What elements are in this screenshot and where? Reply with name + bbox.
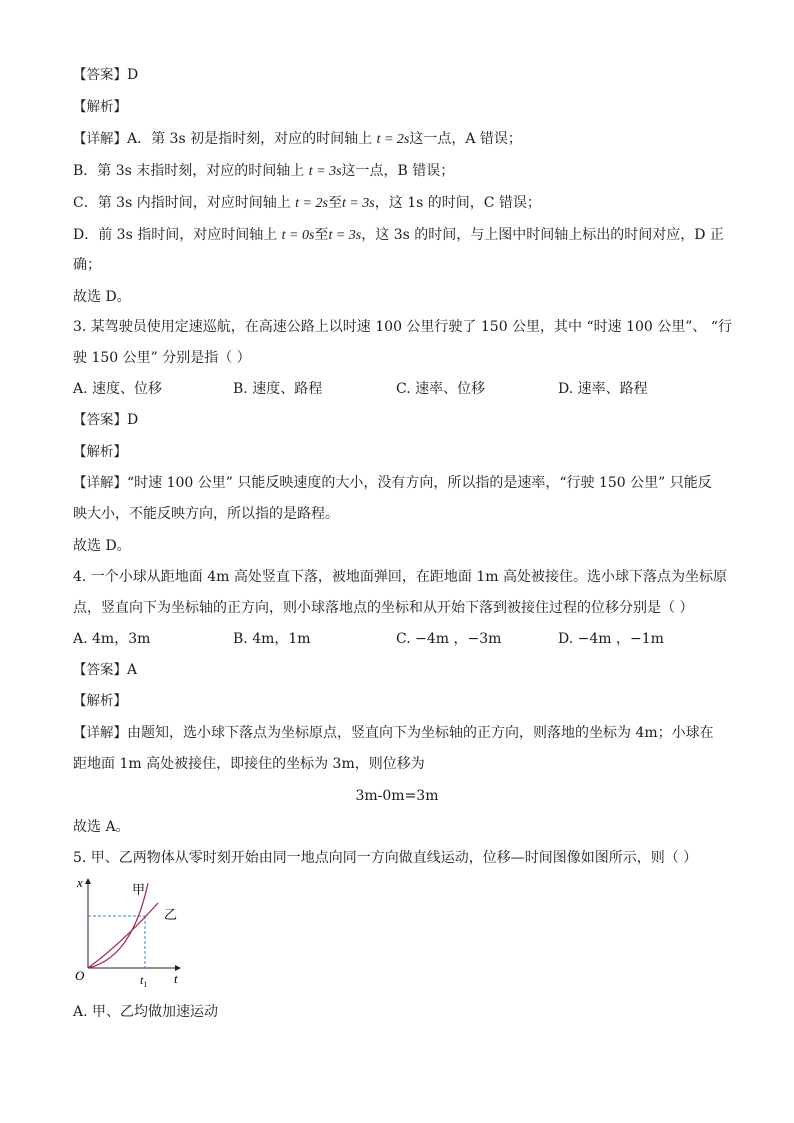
detail-line-b xyxy=(73,162,454,181)
answer-value: D xyxy=(127,412,139,428)
math-expression: t = 2s xyxy=(376,132,410,147)
answer-value: D xyxy=(127,67,139,83)
t1-label xyxy=(140,973,147,989)
detail-text: A．第 3s 初是指时刻，对应的时间轴上 xyxy=(127,131,373,147)
option-4d: D. −4m ，−1m xyxy=(558,631,664,647)
detail-text: ，这 1s 的时间，C 错误； xyxy=(374,195,541,211)
question-3-stem: 3. 某驾驶员使用定速巡航，在高速公路上以时速 100 公里行驶了 150 公里，其中 “时速 100 公里”、 “行 xyxy=(73,319,733,335)
option-3d: D. 速率、路程 xyxy=(558,381,648,397)
option-3c: C. 速率、位移 xyxy=(396,381,486,397)
analysis-tag: 【解析】 xyxy=(73,444,127,460)
detail-line-d-cont: 确； xyxy=(73,257,101,273)
detail-line-q3 xyxy=(73,474,712,492)
option-3a: A. 速度、位移 xyxy=(73,381,163,397)
question-4-stem: 4. 一个小球从距地面 4m 高处竖直下落，被地面弹回，在距地面 1m 高处被接住。选小球下落点为坐标原 xyxy=(73,569,727,585)
conclusion-q4: 故选 A。 xyxy=(73,819,130,835)
option-4b: B. 4m，1m xyxy=(233,631,311,647)
y-axis-label: x xyxy=(77,875,83,890)
detail-text: 由题知，选小球下落点为坐标原点，竖直向下为坐标轴的正方向，则落地的坐标为 4m；小球在 xyxy=(127,725,714,741)
detail-tag: 【详解】 xyxy=(73,131,127,147)
question-4-stem-cont: 点，竖直向下为坐标轴的正方向，则小球落地点的坐标和从开始下落到被接住过程的位移分别是（ ） xyxy=(73,600,694,616)
math-expression: t = 3s xyxy=(308,164,342,179)
detail-tag: 【详解】 xyxy=(73,725,127,741)
detail-text: D．前 3s 指时间，对应时间轴上 xyxy=(73,227,278,243)
question-3-stem-cont: 驶 150 公里” 分别是指（ ） xyxy=(73,350,251,366)
analysis-tag: 【解析】 xyxy=(73,99,127,115)
detail-text: 至 xyxy=(327,195,342,211)
conclusion-q2: 故选 D。 xyxy=(73,289,131,305)
answer-tag: 【答案】 xyxy=(73,67,127,83)
y-axis-arrow-icon xyxy=(85,878,91,884)
detail-tag: 【详解】 xyxy=(73,475,127,491)
detail-line-c xyxy=(73,194,541,213)
curve-jia-label: 甲 xyxy=(132,882,146,897)
detail-line-d xyxy=(73,226,724,245)
detail-line-a xyxy=(73,130,522,149)
detail-line-q4 xyxy=(73,724,714,742)
option-4a: A. 4m，3m xyxy=(73,631,151,647)
option-3b: B. 速度、路程 xyxy=(233,381,323,397)
t1-subscript: 1 xyxy=(143,980,148,989)
curve-yi xyxy=(88,903,158,968)
x-axis-label: t xyxy=(174,971,178,986)
detail-text: 至 xyxy=(314,227,329,243)
detail-line-q3-cont: 映大小，不能反映方向，所以指的是路程。 xyxy=(73,506,339,522)
displacement-time-graph xyxy=(72,873,202,993)
math-expression: t = 3s xyxy=(328,228,362,243)
detail-text: “时速 100 公里” 只能反映速度的大小，没有方向，所以指的是速率，“行驶 150 公里” 只能反 xyxy=(127,475,712,491)
detail-text: C．第 3s 内指时间，对应时间轴上 xyxy=(73,195,291,211)
option-4c: C. −4m ，−3m xyxy=(396,631,502,647)
answer-line-q3 xyxy=(73,411,138,429)
curve-yi-label: 乙 xyxy=(164,907,178,922)
answer-tag: 【答案】 xyxy=(73,662,127,678)
t1-main: t xyxy=(140,973,144,987)
math-expression: t = 0s xyxy=(281,228,315,243)
math-expression: t = 2s xyxy=(295,196,328,211)
math-expression: t = 3s xyxy=(341,196,375,211)
answer-tag: 【答案】 xyxy=(73,412,127,428)
detail-line-q4-cont: 距地面 1m 高处被接住，即接住的坐标为 3m，则位移为 xyxy=(73,756,425,772)
option-5a: A. 甲、乙均做加速运动 xyxy=(73,1004,219,1020)
detail-text: B．第 3s 末指时刻，对应的时间轴上 xyxy=(73,163,305,179)
conclusion-q3: 故选 D。 xyxy=(73,538,131,554)
detail-text: 这一点，A 错误； xyxy=(409,131,522,147)
question-5-stem: 5. 甲、乙两物体从零时刻开始由同一地点向同一方向做直线运动，位移—时间图像如图所示，则（ ） xyxy=(73,850,698,866)
detail-text: ，这 3s 的时间，与上图中时间轴上标出的时间对应，D 正 xyxy=(361,227,724,243)
detail-text: 这一点，B 错误； xyxy=(341,163,455,179)
answer-line-q4 xyxy=(73,661,137,679)
answer-line-q2 xyxy=(73,66,138,84)
analysis-tag: 【解析】 xyxy=(73,693,127,709)
answer-value: A xyxy=(127,662,138,678)
equation: 3m-0m=3m xyxy=(355,788,439,804)
origin-label: O xyxy=(75,968,85,983)
